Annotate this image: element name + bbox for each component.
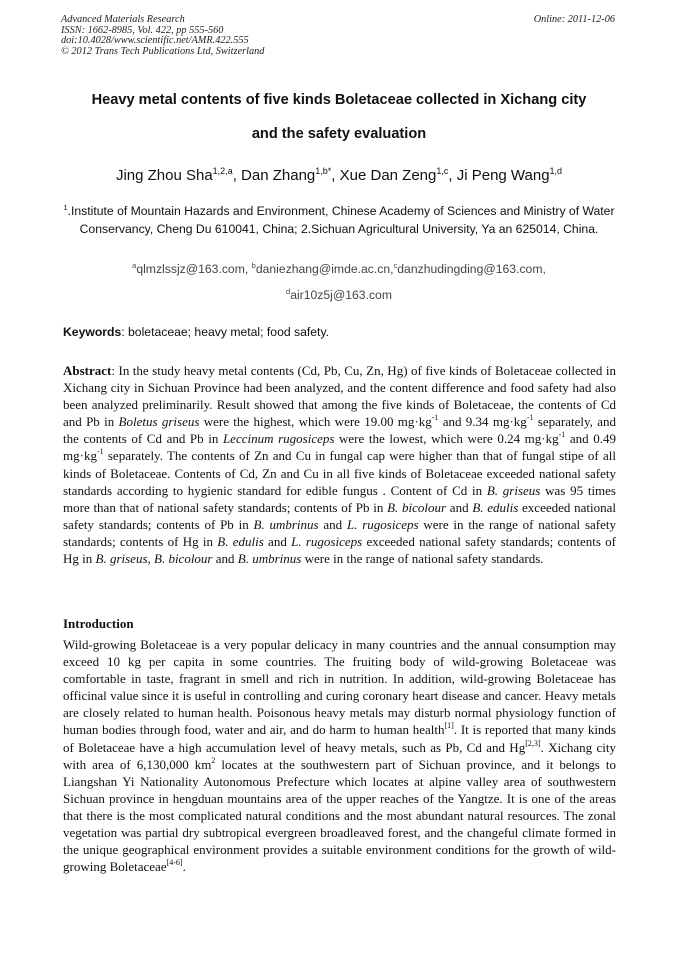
email-line-1 <box>40 262 638 276</box>
email-mark: a <box>132 261 137 270</box>
copyright-line: © 2012 Trans Tech Publications Ltd, Switzerland <box>61 45 265 57</box>
email-address[interactable]: qlmzlssjz@163.com, <box>136 262 252 276</box>
abstract-text: separately, and the contents of Cd and Pb in <box>63 414 616 447</box>
body-text: locates at the southwestern part of Sichuan province, and it belongs to Liangshan Yi Nationality Autonomous Prefecture which locates at alpine valley area of southwestern Sichuan province in hengduan mountains area of the upper reaches of the Yangtze. It is one of the areas that there is the most complicated natural conditions and the most abundant natural resources. The zonal vegetation was partial dry subtropical evergreen broadleaved forest, and the changeful climate formed in the unique geographical environment provides a suitable environment conditions for the growth of wild-growing Boletaceae <box>63 756 616 875</box>
keywords <box>63 325 616 339</box>
author-affiliation-mark: 1,d <box>549 166 563 176</box>
abstract-text: exceeded national safety standards; contents of Hg in <box>63 533 616 567</box>
unit-exponent: -1 <box>558 430 566 440</box>
species-name: B. griseus <box>95 551 148 567</box>
author-name: Ji Peng Wang <box>456 167 550 184</box>
author-name: Dan Zhang <box>241 167 316 184</box>
unit-exponent: -1 <box>526 413 534 423</box>
body-text: . <box>182 859 186 875</box>
species-name: B. edulis <box>472 499 519 515</box>
doi-line: doi:10.4028/www.scientific.net/AMR.422.555 <box>61 35 249 47</box>
species-name: B. griseus <box>486 482 541 498</box>
abstract-text: : In the study heavy metal contents (Cd, Pb, Cu, Zn, Hg) of five kinds of Boletaceae collected in Xichang city in Sichuan Province had been analyzed, and the content difference and food safety had also been analyzed preliminarily. Result showed that among the five kinds of Boletaceae, the contents of Cd and Pb in <box>63 363 616 430</box>
author-affiliation-mark: 1,b* <box>315 166 332 176</box>
abstract-text: were the highest, which were 19.00 mg·kg <box>199 414 432 430</box>
email-mark: b <box>251 261 256 270</box>
abstract-text: were in the range of national safety standards. <box>301 551 544 567</box>
email-mark: c <box>393 261 398 270</box>
species-name: Leccinum rugosiceps <box>222 431 335 447</box>
abstract-paragraph <box>63 362 616 567</box>
species-name: B. bicolour <box>387 499 447 515</box>
email-line-2 <box>40 288 638 302</box>
email-address[interactable]: daniezhang@imde.ac.cn, <box>255 262 394 276</box>
keywords-label: Keywords <box>63 325 122 339</box>
species-name: B. umbrinus <box>237 551 302 567</box>
abstract-text: was 95 times more than that of national safety standards; contents of Pb in <box>63 482 616 515</box>
online-date: Online: 2011-12-06 <box>533 14 615 25</box>
abstract-text: and <box>212 551 238 567</box>
abstract-text: , <box>147 551 154 567</box>
abstract-text: were the lowest, which were 0.24 mg·kg <box>334 431 559 447</box>
author-separator: , <box>331 167 340 184</box>
body-text: Wild-growing Boletaceae is a very popular delicacy in many countries and the annual consumption may exceed 10 kg per capita in some countries. The fruiting body of wild-growing Boletaceae was comfortable in taste, fragrant in smell and rich in nutrition. In addition, wild-growing Boletaceae has officinal value since it is useful in controlling and curing coronary heart disease and cancer. Heavy metals are closely related to human health. Poisonous heavy metals may disturb normal physiology function of human bodies through food, water and air, and do harm to human health <box>63 637 616 738</box>
unit-exponent: -1 <box>431 413 439 423</box>
author-name: Xue Dan Zeng <box>339 167 437 184</box>
issn-line: ISSN: 1662-8985, Vol. 422, pp 555-560 <box>61 24 224 36</box>
abstract-text: and 0.49 mg·kg <box>63 431 616 464</box>
citation-ref[interactable]: [4-6] <box>166 858 183 868</box>
citation-ref[interactable]: [2,3] <box>525 738 541 748</box>
journal-header <box>61 15 264 57</box>
abstract-text: and <box>263 533 292 549</box>
author-affiliation-mark: 1,2,a <box>212 166 233 176</box>
paper-title-line-1: Heavy metal contents of five kinds Boletaceae collected in Xichang city <box>91 92 587 108</box>
body-text: . It is reported that many kinds of Boletaceae have a high accumulation level of heavy metals, such as Pb, Cd and Hg <box>63 722 616 755</box>
author-list <box>40 167 638 184</box>
abstract-text: and <box>446 499 473 515</box>
author-separator: , <box>448 167 457 184</box>
affiliations <box>50 203 628 238</box>
species-name: L. rugosiceps <box>291 533 363 549</box>
species-name: B. edulis <box>217 533 264 549</box>
affiliation-mark: 1 <box>63 203 68 212</box>
species-name: B. umbrinus <box>253 516 319 532</box>
paper-title-line-2: and the safety evaluation <box>251 126 427 142</box>
abstract-text: and <box>318 516 347 532</box>
abstract-label: Abstract <box>63 363 112 378</box>
unit-exponent: 2 <box>211 755 216 765</box>
affiliation-text: .Institute of Mountain Hazards and Environment, Chinese Academy of Sciences and Ministry of Water Conservancy, Cheng Du 610041, China; 2.Sichuan Agricultural University, Ya an 625014, China. <box>67 204 615 236</box>
citation-ref[interactable]: [1] <box>444 721 454 731</box>
author-name: Jing Zhou Sha <box>115 167 213 184</box>
email-address[interactable]: danzhudingding@163.com, <box>397 262 546 276</box>
email-address[interactable]: air10z5j@163.com <box>290 288 392 302</box>
body-text: . Xichang city with area of 6,130,000 km <box>63 739 616 772</box>
author-separator: , <box>232 167 242 184</box>
unit-exponent: -1 <box>96 447 104 457</box>
abstract-text: separately. The contents of Zn and Cu in fungal cap were higher than that of fungal stipe of all kinds of Boletaceae. Contents of Cd, Zn and Cu in all five kinds of Boletaceae exceeded national safety standards according to hygienic standard for edible fungus . Content of Cd in <box>63 448 616 498</box>
abstract-text: exceeded national safety standards; contents of Pb in <box>63 499 616 532</box>
journal-name: Advanced Materials Research <box>61 14 185 25</box>
author-affiliation-mark: 1,c <box>436 166 449 176</box>
section-heading-introduction: Introduction <box>63 616 134 631</box>
email-mark: d <box>286 287 291 296</box>
abstract-text: were in the range of national safety standards; contents of Hg in <box>63 516 616 549</box>
keywords-text: : boletaceae; heavy metal; food safety. <box>121 325 330 339</box>
introduction-paragraph <box>63 636 616 875</box>
species-name: L. rugosiceps <box>346 516 419 532</box>
species-name: B. bicolour <box>154 551 213 567</box>
abstract-text: and 9.34 mg·kg <box>438 414 527 430</box>
species-name: Boletus griseus <box>118 414 200 430</box>
